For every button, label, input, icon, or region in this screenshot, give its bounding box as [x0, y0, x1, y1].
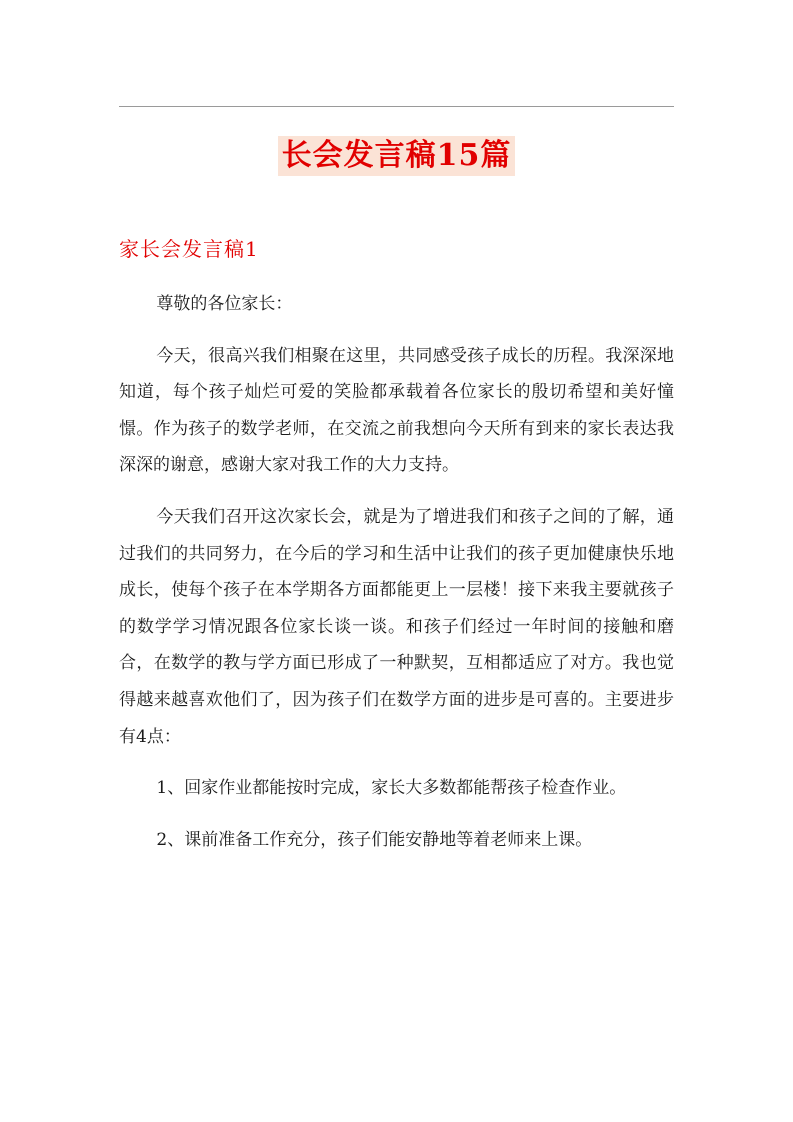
salutation-paragraph: 尊敬的各位家长： [156, 294, 293, 314]
list-paragraph: 2、课前准备工作充分，孩子们能安静地等着老师来上课。 [156, 829, 593, 850]
document-body [119, 286, 674, 873]
header-rule [119, 106, 674, 107]
list-paragraph: 1、回家作业都能按时完成，家长大多数都能帮孩子检查作业。 [156, 778, 627, 799]
body-paragraph: 今天，很高兴我们相聚在这里，共同感受孩子成长的历程。我深深地知道，每个孩子灿烂可爱的笑脸都承载着各位家长的殷切希望和美好憧憬。作为孩子的数学老师，在交流之前我想向今天所有到来的家长表达我深深的谢意，感谢大家对我工作的大力支持。 [119, 345, 674, 476]
section-heading: 家长会发言稿1 [119, 237, 259, 261]
body-paragraph: 今天我们召开这次家长会，就是为了增进我们和孩子之间的了解，通过我们的共同努力，在今后的学习和生活中让我们的孩子更加健康快乐地成长，使每个孩子在本学期各方面都能更上一层楼！接下来我主要就孩子的数学学习情况跟各位家长谈一谈。和孩子们经过一年时间的接触和磨合，在数学的教与学方面已形成了一种默契，互相都适应了对方。我也觉得越来越喜欢他们了，因为孩子们在数学方面的进步是可喜的。主要进步有4点： [119, 506, 674, 747]
title-container [0, 136, 793, 176]
document-title: 长会发言稿15篇 [278, 136, 516, 176]
